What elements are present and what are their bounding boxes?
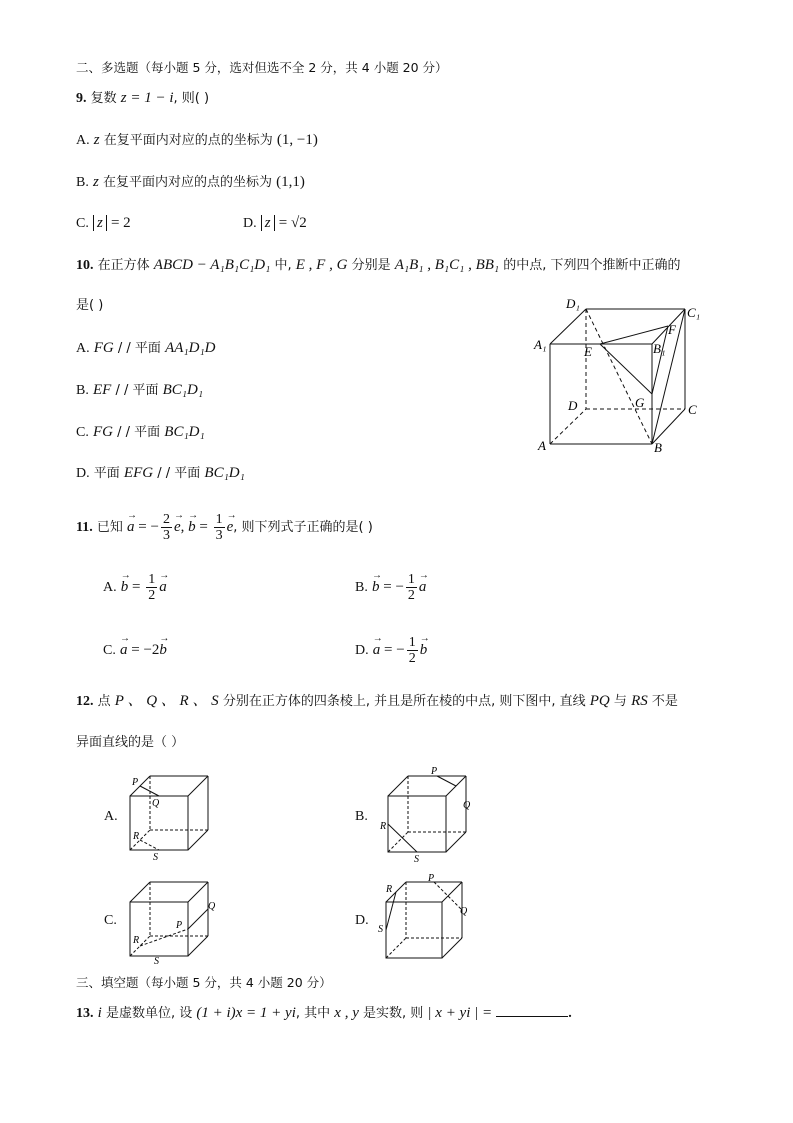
question-10-stem-cont: 是( ) — [76, 298, 104, 313]
question-12-option-b-label[interactable]: B. — [355, 809, 368, 824]
question-10-option-a[interactable]: A. FG / / 平面 AA₁D₁D — [76, 340, 216, 356]
question-10-stem: 10. 在正方体 ABCD − A₁B₁C₁D₁ 中, E , F , G 分别是 A₁B₁ , B₁C₁ , BB₁ 的中点, 下列四个推断中正确的 — [76, 257, 681, 273]
svg-text:P: P — [428, 873, 435, 884]
svg-text:R: R — [133, 935, 140, 946]
section-2-title: 二、多选题（每小题 5 分，选对但选不全 2 分，共 4 小题 20 分） — [76, 60, 448, 75]
question-12-figure-a[interactable] — [122, 770, 214, 862]
label-b: B — [654, 440, 662, 455]
question-number: 9. — [76, 91, 87, 106]
question-12-figure-d[interactable] — [376, 870, 476, 964]
question-12-option-c-label[interactable]: C. — [104, 913, 117, 928]
svg-text:R: R — [386, 884, 393, 895]
svg-text:S: S — [378, 924, 383, 935]
answer-blank[interactable] — [496, 1004, 568, 1017]
question-9-option-a[interactable]: A. z 在复平面内对应的点的坐标为 (1, −1) — [76, 132, 318, 148]
question-12-figure-c[interactable] — [122, 872, 222, 968]
question-12-option-a-label[interactable]: A. — [104, 809, 118, 824]
label-g: G — [635, 395, 645, 410]
svg-text:Q: Q — [152, 798, 160, 809]
question-9-stem: 9. 复数 z = 1 − i, 则( ) — [76, 90, 210, 106]
svg-text:P: P — [132, 777, 139, 788]
label-a: A — [538, 438, 546, 453]
svg-text:S: S — [414, 854, 419, 865]
question-11-stem: 11. 已知 → a = − $\frac{2}{3}$ → e, → b = $\frac{1}{3}$ → e, 则下列式子正确的是( ) — [76, 512, 373, 543]
question-11-option-a[interactable]: A. → b = $\frac{1}{2}$ → a — [103, 572, 167, 603]
question-12-figure-b[interactable] — [378, 766, 478, 866]
section-3-title: 三、填空题（每小题 5 分，共 4 小题 20 分） — [76, 975, 332, 990]
label-d1: D₁ — [566, 296, 580, 311]
svg-text:P: P — [431, 766, 438, 777]
svg-text:R: R — [380, 821, 387, 832]
question-10-option-c[interactable]: C. FG / / 平面 BC₁D₁ — [76, 424, 205, 440]
label-a1: A₁ — [534, 337, 547, 352]
question-12-stem: 12. 点 P 、 Q 、 R 、 S 分别在正方体的四条棱上, 并且是所在棱的中点, 则下图中, 直线 PQ 与 RS 不是 — [76, 693, 678, 709]
question-9-option-b[interactable]: B. z 在复平面内对应的点的坐标为 (1,1) — [76, 174, 305, 190]
question-11-option-d[interactable]: D. → a = − $\frac{1}{2}$ → b — [355, 635, 427, 666]
label-d: D — [568, 398, 578, 413]
question-12-stem-cont: 异面直线的是（ ） — [76, 735, 185, 750]
svg-text:S: S — [153, 852, 158, 862]
svg-text:R: R — [133, 831, 140, 842]
label-c1: C₁ — [687, 305, 701, 320]
question-13-stem: 13. i 是虚数单位, 设 (1 + i)x = 1 + yi, 其中 x , y 是实数, 则 | x + yi | = . — [76, 1005, 572, 1021]
svg-text:Q: Q — [460, 906, 468, 917]
label-e: E — [584, 344, 592, 359]
label-f: F — [668, 322, 676, 337]
label-b1: B₁ — [653, 341, 666, 356]
question-10-cube-figure — [530, 292, 710, 458]
question-11-option-b[interactable]: B. → b = − $\frac{1}{2}$ → a — [355, 572, 426, 603]
question-10-option-b[interactable]: B. EF / / 平面 BC₁D₁ — [76, 382, 204, 398]
svg-text:S: S — [154, 956, 159, 967]
svg-text:Q: Q — [208, 901, 216, 912]
svg-text:Q: Q — [463, 800, 471, 811]
question-12-option-d-label[interactable]: D. — [355, 913, 369, 928]
svg-text:P: P — [176, 920, 183, 931]
question-11-option-c[interactable]: C. → a = −2→ b — [103, 635, 167, 666]
question-9-option-d[interactable]: D. z = √2 — [243, 215, 307, 231]
question-9-option-c[interactable]: C. z = 2 — [76, 215, 131, 231]
question-10-option-d[interactable]: D. 平面 EFG / / 平面 BC₁D₁ — [76, 465, 245, 481]
label-c: C — [688, 402, 697, 417]
